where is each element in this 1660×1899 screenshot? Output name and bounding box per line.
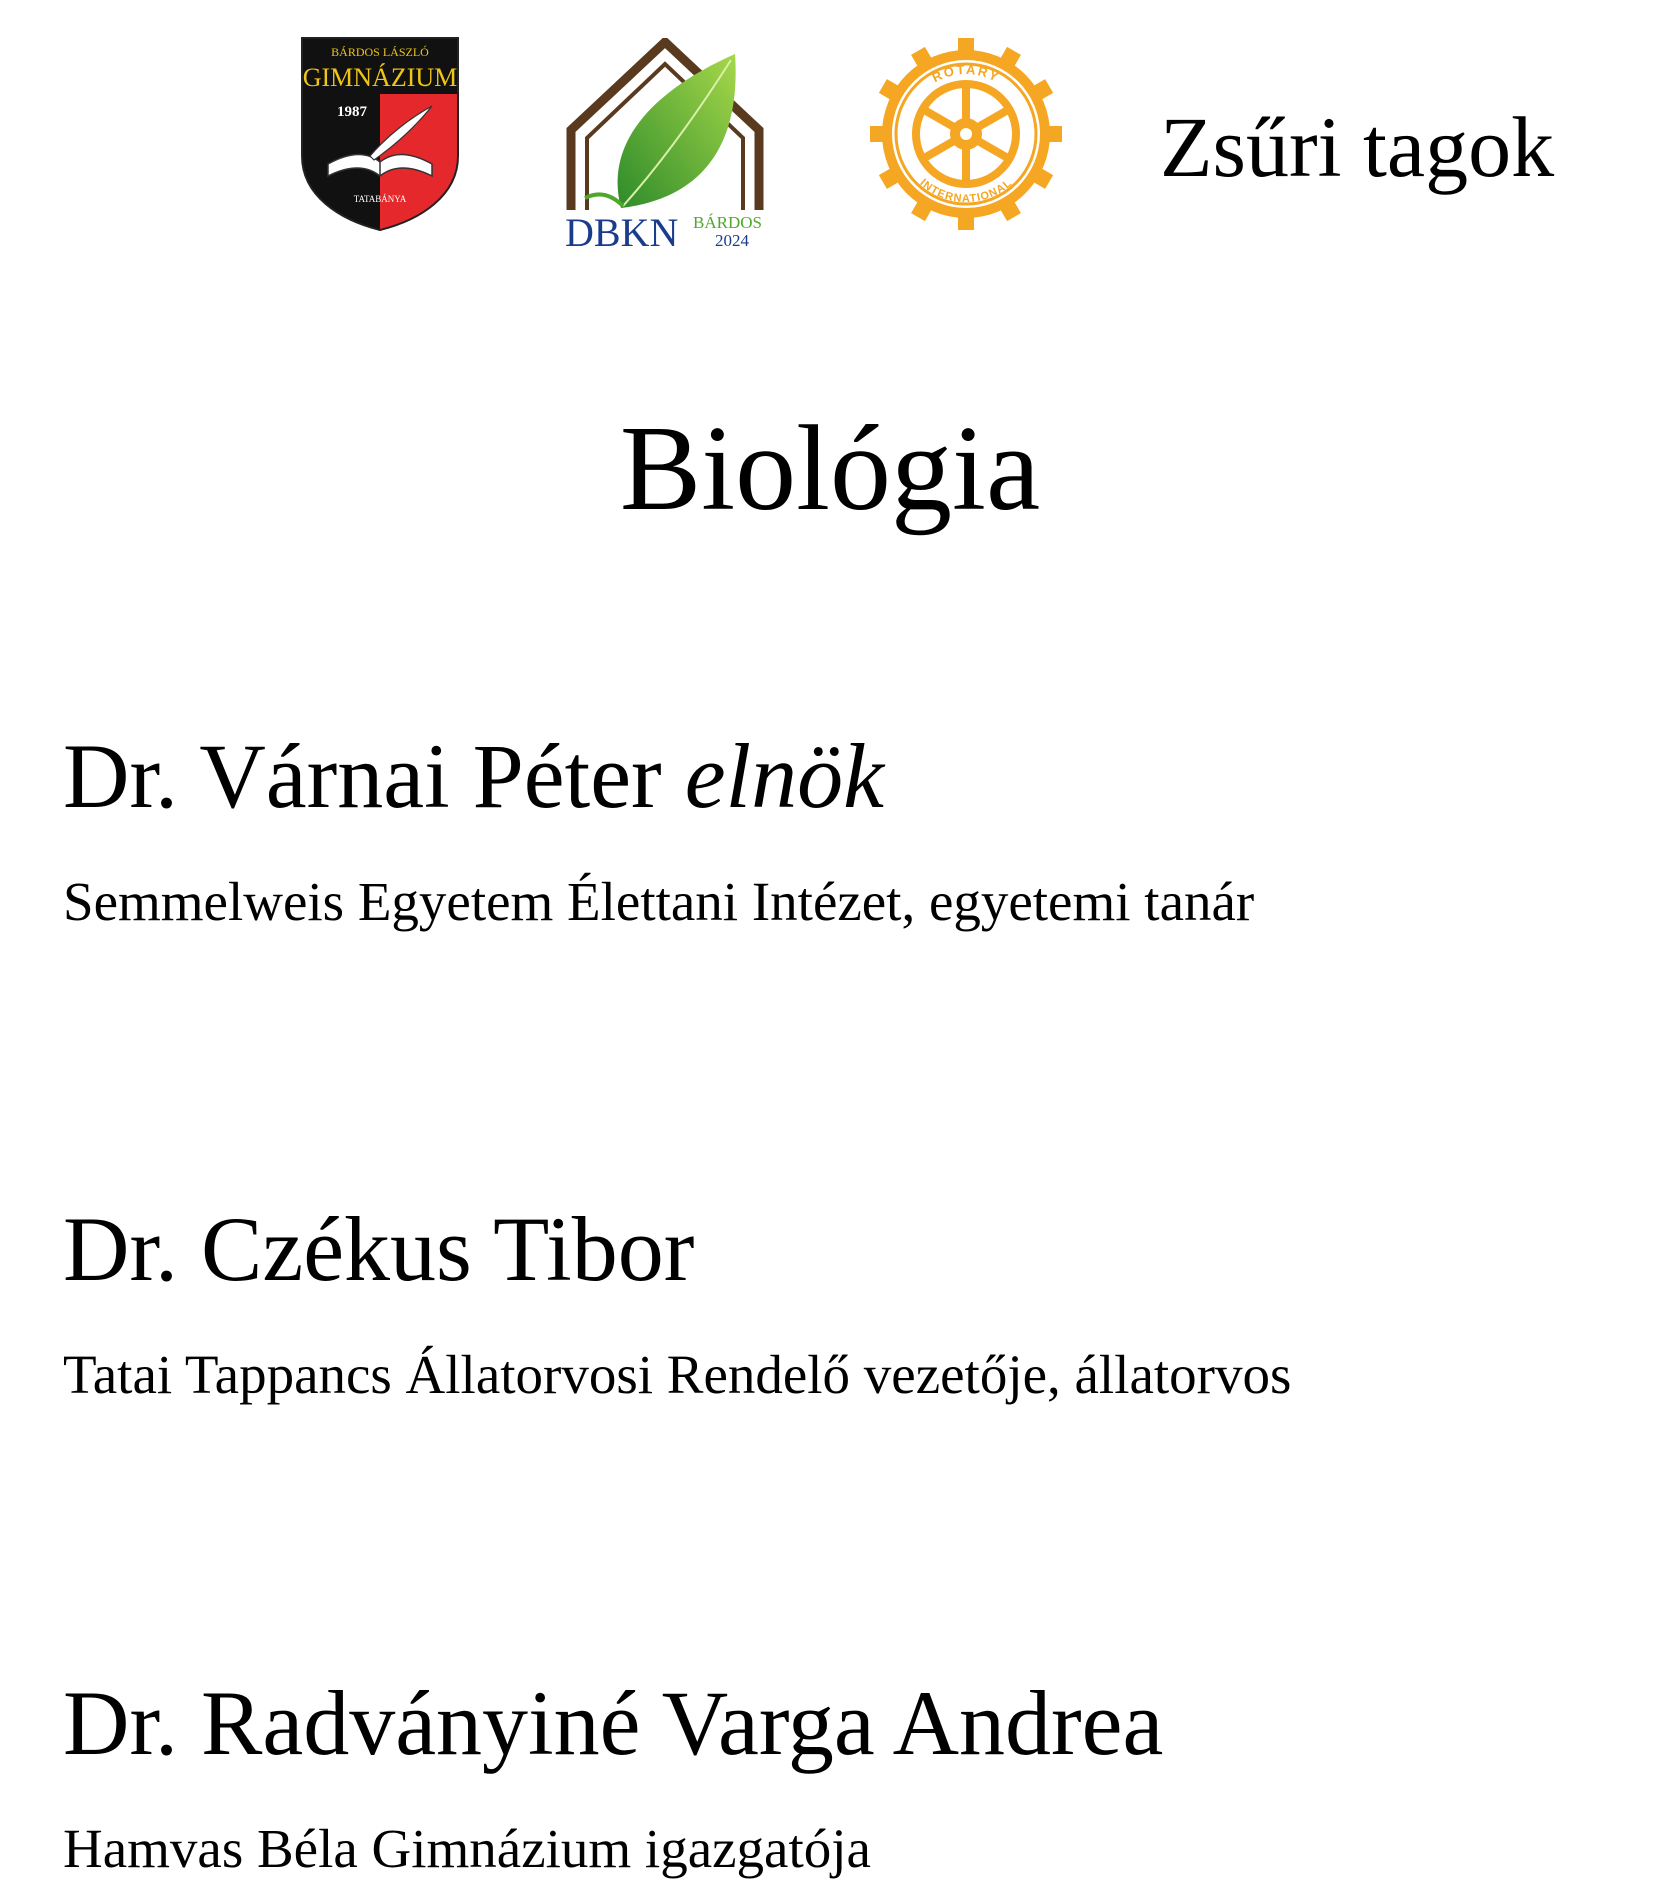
jury-member: [63, 1672, 1623, 1879]
member-name-line: [63, 1672, 1623, 1774]
school-logo-line-1: BÁRDOS LÁSZLÓ: [331, 45, 429, 59]
member-affiliation: Semmelweis Egyetem Élettani Intézet, egyetemi tanár: [63, 871, 1255, 932]
jury-member: [63, 725, 1623, 932]
rotary-logo-top-text: ROTARY: [929, 61, 1003, 86]
member-name: Dr. Czékus Tibor: [63, 1198, 695, 1300]
member-name-line: [63, 1198, 1623, 1300]
rotary-logo: [868, 36, 1064, 232]
page-title: Zsűri tagok: [1160, 99, 1555, 195]
school-logo-line-3: 1987: [337, 104, 367, 120]
member-name: Dr. Várnai Péter: [63, 725, 662, 827]
jury-member: [63, 1198, 1623, 1405]
member-name-line: [63, 725, 1623, 827]
member-name: Dr. Radványiné Varga Andrea: [63, 1672, 1164, 1774]
member-affiliation: Hamvas Béla Gimnázium igazgatója: [63, 1818, 871, 1879]
member-role: elnök: [684, 725, 884, 827]
subject-title: Biológia: [619, 401, 1041, 536]
dbkn-logo-sub: BÁRDOS: [693, 213, 762, 232]
member-affiliation: Tatai Tappancs Állatorvosi Rendelő vezetője, állatorvos: [63, 1344, 1292, 1405]
school-logo: [300, 36, 460, 232]
rotary-logo-bottom-text: INTERNATIONAL: [917, 176, 1015, 206]
dbkn-logo-text: DBKN: [565, 210, 679, 250]
school-logo-line-2: GIMNÁZIUM: [302, 63, 458, 92]
header: [0, 0, 1660, 260]
dbkn-logo-year: 2024: [715, 231, 749, 250]
dbkn-logo: [565, 38, 775, 250]
school-logo-line-4: TATABÁNYA: [353, 194, 407, 204]
